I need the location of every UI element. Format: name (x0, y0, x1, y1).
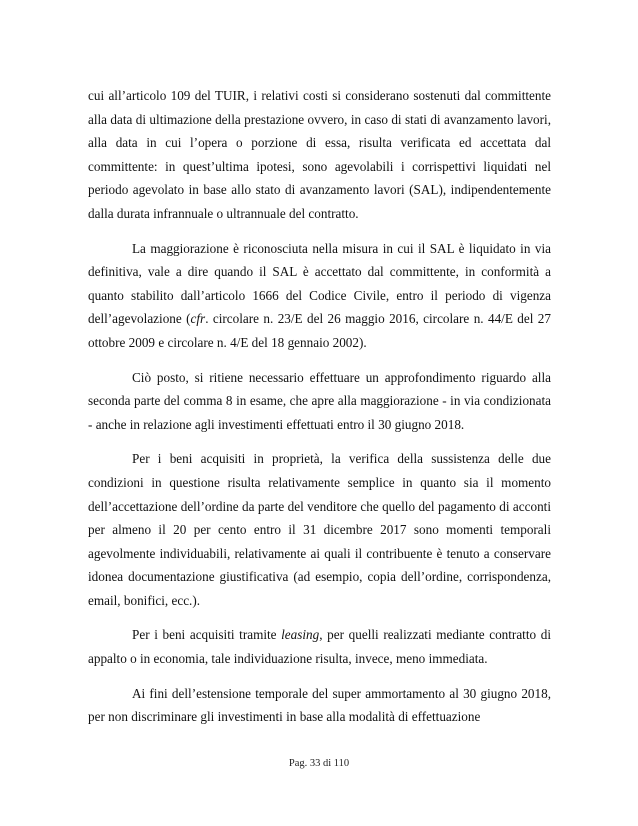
text-segment-italic: leasing (281, 627, 320, 643)
paragraph-6 (88, 682, 551, 729)
paragraph-2 (88, 237, 551, 355)
text-segment: . circolare n. 23/E del 26 maggio 2016, circolare n. 44/E del 27 ottobre 2009 e circolare n. 4/E del 18 gennaio 2002). (88, 311, 551, 350)
text-segment: Per i beni acquisiti tramite (132, 627, 282, 643)
text-segment-italic: cfr (190, 311, 206, 327)
paragraph-3 (88, 366, 551, 437)
text-segment: Ciò posto, si ritiene necessario effettuare un approfondimento riguardo alla seconda parte del comma 8 in esame, che apre alla maggiorazione - in via condizionata - anche in relazione agli investimenti effettuati entro il 30 giugno 2018. (88, 369, 551, 432)
paragraph-5 (88, 623, 551, 670)
page-body (88, 84, 551, 740)
text-segment: La maggiorazione è riconosciuta nella misura in cui il SAL è liquidato in via definitiva, vale a dire quando il SAL è accettato dal committente, in conformità a quanto stabilito dall’articolo 1666 del Codice Civile, entro il periodo di vigenza dell’agevolazione ( (88, 240, 551, 327)
text-segment: Per i beni acquisiti in proprietà, la verifica della sussistenza delle due condizioni in questione risulta relativamente semplice in quanto sia il momento dell’accettazione dell’ordine da parte del venditore che quello del pagamento di acconti per almeno il 20 per cento entro il 31 dicembre 2017 sono momenti temporali agevolmente individuabili, relativamente ai quali il contribuente è tenuto a conservare idonea documentazione giustificativa (ad esempio, copia dell’ordine, corrispondenza, email, bonifici, ecc.). (88, 451, 551, 608)
text-segment: , per quelli realizzati mediante contratto di appalto o in economia, tale individuazione risulta, invece, meno immediata. (88, 627, 551, 667)
page-number-footer: Pag. 33 di 110 (288, 758, 350, 769)
text-segment: Ai fini dell’estensione temporale del super ammortamento al 30 giugno 2018, per non discriminare gli investimenti in base alla modalità di effettuazione (88, 685, 551, 725)
paragraph-4 (88, 447, 551, 612)
text-segment: cui all’articolo 109 del TUIR, i relativi costi si considerano sostenuti dal committente alla data di ultimazione della prestazione ovvero, in caso di stati di avanzamento lavori, alla data in cui l’opera o porzione di essa, risulta verificata ed accettata dal committente: in quest’ultima ipotesi, sono agevolabili i corrispettivi liquidati nel periodo agevolato in base allo stato di avanzamento lavori (SAL), indipendentemente dalla durata infrannuale o ultrannuale del contratto. (88, 88, 551, 221)
paragraph-1 (88, 84, 551, 226)
